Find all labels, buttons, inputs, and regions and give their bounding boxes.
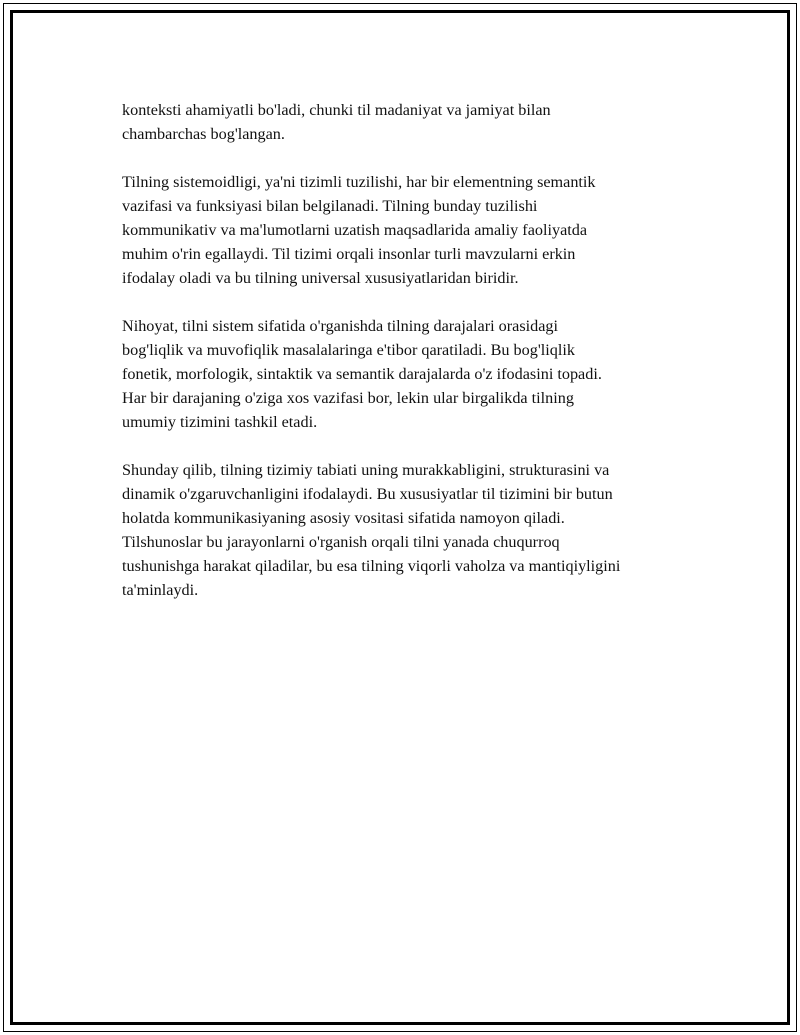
paragraph-4 (122, 458, 702, 602)
paragraph-line: ifodalay oladi va bu tilning universal xususiyatlaridan biridir. (122, 269, 519, 287)
paragraph-line: chambarchas bog'langan. (122, 125, 285, 143)
paragraph-line: Tilning sistemoidligi, ya'ni tizimli tuzilishi, har bir elementning semantik (122, 173, 596, 191)
paragraph-2 (122, 170, 702, 290)
paragraph-line: kommunikativ va ma'lumotlarni uzatish maqsadlarida amaliy faoliyatda (122, 221, 588, 239)
paragraph-line: muhim o'rin egallaydi. Til tizimi orqali insonlar turli mavzularni erkin (122, 245, 576, 263)
page-frame (3, 3, 797, 1032)
paragraph-line: bog'liqlik va muvofiqlik masalalaringa e'tibor qaratiladi. Bu bog'liqlik (122, 341, 575, 359)
paragraph-line: Shunday qilib, tilning tizimiy tabiati uning murakkabligini, strukturasini va (122, 461, 610, 479)
paragraph-line: Nihoyat, tilni sistem sifatida o'rganishda tilning darajalari orasidagi (122, 317, 558, 335)
paragraph-line: holatda kommunikasiyaning asosiy vositasi sifatida namoyon qiladi. (122, 509, 565, 527)
paragraph-line: tushunishga harakat qiladilar, bu esa tilning viqorli vaholza va mantiqiyligini (122, 557, 621, 575)
paragraph-line: dinamik o'zgaruvchanligini ifodalaydi. Bu xususiyatlar til tizimini bir butun (122, 485, 613, 503)
paragraph-3 (122, 314, 702, 434)
document-body (122, 98, 702, 626)
paragraph-line: konteksti ahamiyatli bo'ladi, chunki til madaniyat va jamiyat bilan (122, 101, 551, 119)
paragraph-line: vazifasi va funksiyasi bilan belgilanadi. Tilning bunday tuzilishi (122, 197, 538, 215)
paragraph-line: umumiy tizimini tashkil etadi. (122, 413, 318, 431)
paragraph-line: Har bir darajaning o'ziga xos vazifasi bor, lekin ular birgalikda tilning (122, 389, 574, 407)
paragraph-line: Tilshunoslar bu jarayonlarni o'rganish orqali tilni yanada chuqurroq (122, 533, 560, 551)
paragraph-line: ta'minlaydi. (122, 581, 199, 599)
paragraph-line: fonetik, morfologik, sintaktik va semantik darajalarda o'z ifodasini topadi. (122, 365, 602, 383)
paragraph-1 (122, 98, 702, 146)
